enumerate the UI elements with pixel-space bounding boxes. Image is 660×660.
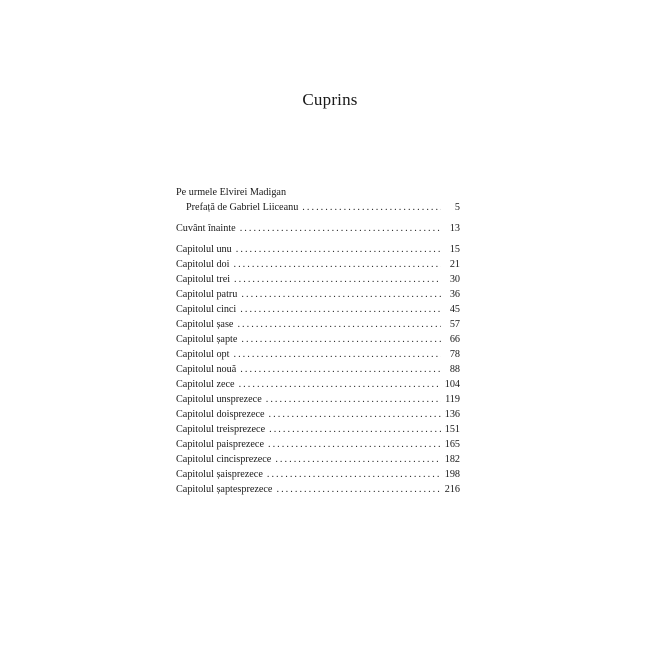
dot-leader — [275, 452, 441, 467]
toc-entry-chapter[interactable] — [176, 452, 460, 467]
toc-entry-page: 88 — [449, 364, 460, 375]
dot-leader — [267, 467, 441, 482]
toc-entry-chapter[interactable] — [176, 302, 460, 317]
toc-entry-page: 104 — [444, 379, 460, 390]
dot-leader — [240, 302, 441, 317]
toc-entry-label: Capitolul doisprezece — [176, 409, 265, 420]
toc-entry-page: 198 — [444, 469, 460, 480]
toc-entry-chapter[interactable] — [176, 377, 460, 392]
toc-entry-chapter[interactable] — [176, 422, 460, 437]
toc-entry-label: Capitolul patru — [176, 289, 238, 300]
toc-entry-chapter[interactable] — [176, 362, 460, 377]
toc-preface-heading: Pe urmele Elvirei Madigan — [176, 187, 287, 198]
toc-entry-chapter[interactable] — [176, 392, 460, 407]
toc-entry-page: 5 — [454, 202, 460, 213]
toc-entry-chapter[interactable] — [176, 272, 460, 287]
toc-entry-label: Capitolul șase — [176, 319, 234, 330]
toc-entry-page: 182 — [444, 454, 460, 465]
toc-entry-page: 21 — [449, 259, 460, 270]
dot-leader — [269, 422, 441, 437]
toc-entry-label: Capitolul șapte — [176, 334, 238, 345]
dot-leader — [237, 317, 441, 332]
toc-entry-page: 15 — [449, 244, 460, 255]
toc-entry-chapter[interactable] — [176, 467, 460, 482]
toc-entry-label: Capitolul unu — [176, 244, 232, 255]
toc-entry-chapter[interactable] — [176, 347, 460, 362]
toc-entry-page: 30 — [449, 274, 460, 285]
toc-entry-label: Capitolul treisprezece — [176, 424, 266, 435]
toc-entry-page: 78 — [449, 349, 460, 360]
toc-entry-page: 36 — [449, 289, 460, 300]
toc-entry-label: Capitolul doi — [176, 259, 230, 270]
dot-leader — [236, 242, 441, 257]
toc-entry-label: Capitolul cincisprezece — [176, 454, 272, 465]
dot-leader — [268, 437, 441, 452]
toc-entry-label: Capitolul zece — [176, 379, 235, 390]
dot-leader — [276, 482, 441, 497]
toc-entry-page: 216 — [444, 484, 460, 495]
dot-leader — [266, 392, 441, 407]
toc-entry-label: Capitolul unsprezece — [176, 394, 262, 405]
dot-leader — [302, 200, 441, 215]
toc-entry-chapter[interactable] — [176, 317, 460, 332]
toc-entry-label: Cuvânt înainte — [176, 223, 236, 234]
toc-entry-page: 57 — [449, 319, 460, 330]
dot-leader — [239, 377, 441, 392]
toc-entry-page: 151 — [444, 424, 460, 435]
dot-leader — [240, 221, 441, 236]
table-of-contents — [176, 185, 460, 497]
toc-entry-page: 165 — [444, 439, 460, 450]
dot-leader — [233, 347, 441, 362]
toc-entry-label: Capitolul cinci — [176, 304, 237, 315]
toc-entry-label: Capitolul opt — [176, 349, 230, 360]
dot-leader — [234, 272, 441, 287]
toc-entry-page: 13 — [449, 223, 460, 234]
toc-entry-chapter[interactable] — [176, 482, 460, 497]
toc-entry-label: Capitolul șaptesprezece — [176, 484, 273, 495]
toc-entry-preface[interactable] — [176, 200, 460, 215]
toc-entry-page: 45 — [449, 304, 460, 315]
toc-entry-label: Capitolul nouă — [176, 364, 237, 375]
page-title: Cuprins — [302, 90, 358, 109]
toc-entry-label: Capitolul trei — [176, 274, 231, 285]
toc-entry-label: Capitolul paisprezece — [176, 439, 264, 450]
toc-entry-label: Prefață de Gabriel Liiceanu — [186, 202, 299, 213]
toc-entry-label: Capitolul șaisprezece — [176, 469, 263, 480]
chapter-list — [176, 242, 460, 497]
toc-entry-foreword[interactable] — [176, 221, 460, 236]
dot-leader — [240, 362, 441, 377]
toc-entry-chapter[interactable] — [176, 242, 460, 257]
dot-leader — [269, 407, 441, 422]
dot-leader — [233, 257, 441, 272]
toc-entry-page: 136 — [444, 409, 460, 420]
dot-leader — [241, 287, 441, 302]
toc-entry-chapter[interactable] — [176, 287, 460, 302]
toc-entry-chapter[interactable] — [176, 332, 460, 347]
toc-entry-chapter[interactable] — [176, 437, 460, 452]
dot-leader — [241, 332, 441, 347]
toc-entry-chapter[interactable] — [176, 407, 460, 422]
toc-entry-chapter[interactable] — [176, 257, 460, 272]
toc-entry-page: 119 — [445, 394, 460, 405]
toc-entry-page: 66 — [449, 334, 460, 345]
